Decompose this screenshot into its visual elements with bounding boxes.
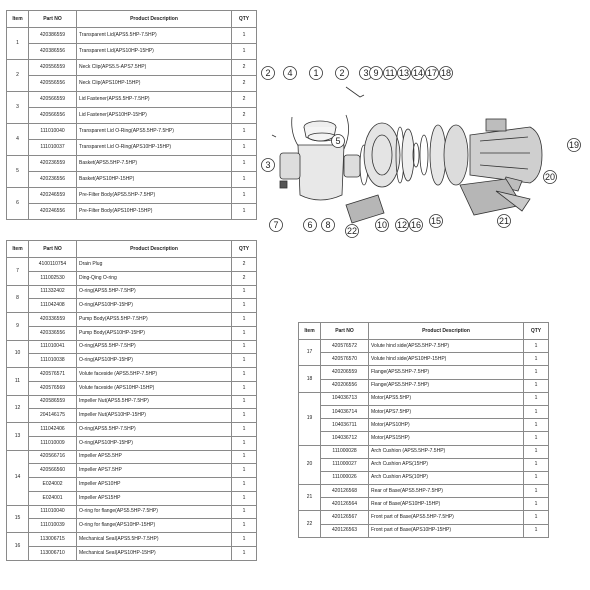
quantity: 2: [232, 60, 257, 76]
product-description: Rear of Base(APS5.5HP-7.5HP): [369, 485, 524, 498]
product-description: Pre-Filter Body(APS5.5HP-7.5HP): [77, 188, 232, 204]
header-description: Product Description: [369, 323, 524, 340]
part-number: 420576571: [29, 368, 77, 382]
quantity: 2: [232, 92, 257, 108]
callout-9: [370, 67, 383, 80]
callout-label: 15: [430, 216, 442, 226]
header-qty: QTY: [232, 11, 257, 28]
quantity: 2: [232, 258, 257, 272]
part-number: 104036713: [321, 392, 369, 405]
quantity: 1: [232, 354, 257, 368]
table-row: [7, 299, 257, 313]
item-number: 3: [7, 92, 29, 124]
product-description: Mechanical Seal(APS5.5HP-7.5HP): [77, 533, 232, 547]
item-number: 21: [299, 485, 321, 511]
part-number: 420566556: [29, 108, 77, 124]
quantity: 2: [232, 271, 257, 285]
quantity: 1: [232, 124, 257, 140]
item-number: 8: [7, 285, 29, 313]
part-number: 204146175: [29, 409, 77, 423]
item-number: 16: [7, 533, 29, 561]
part-number: 420566559: [29, 92, 77, 108]
product-description: Basket(APS10HP-15HP): [77, 172, 232, 188]
callout-label: 8: [325, 220, 331, 230]
part-number: 111010040: [29, 505, 77, 519]
product-description: Basket(APS5.5HP-7.5HP): [77, 156, 232, 172]
table-row: [299, 432, 549, 445]
quantity: 1: [524, 458, 549, 471]
header-qty: QTY: [232, 241, 257, 258]
table-row: [7, 368, 257, 382]
quantity: 1: [232, 519, 257, 533]
part-number: 111332402: [29, 285, 77, 299]
table-row: [7, 519, 257, 533]
callout-label: 5: [335, 136, 341, 146]
quantity: 1: [232, 340, 257, 354]
product-description: Volute hind side(APS5.5HP-7.5HP): [369, 340, 524, 353]
item-number: 10: [7, 340, 29, 368]
part-number: 420236556: [29, 172, 77, 188]
item-number: 12: [7, 395, 29, 423]
callout-15: [430, 215, 443, 228]
table-row: [299, 392, 549, 405]
callout-label: 13: [398, 68, 410, 78]
header-item: Item: [7, 11, 29, 28]
product-description: Pump Body(APS10HP-15HP): [77, 326, 232, 340]
product-description: Neck Clip(APS10HP-15HP): [77, 76, 232, 92]
quantity: 1: [232, 156, 257, 172]
part-number: 111010040: [29, 124, 77, 140]
table-row: [7, 354, 257, 368]
part-number: 113006710: [29, 546, 77, 560]
quantity: 1: [232, 188, 257, 204]
table-row: [7, 478, 257, 492]
table-row: [7, 258, 257, 272]
quantity: 1: [232, 505, 257, 519]
product-description: O-ring for flange(APS10HP-15HP): [77, 519, 232, 533]
table-row: [7, 172, 257, 188]
callout-16: [410, 219, 423, 232]
product-description: Flange(APS5.5HP-7.5HP): [369, 366, 524, 379]
part-number: 420246556: [29, 204, 77, 220]
callout-12: [396, 219, 409, 232]
table-row: [299, 458, 549, 471]
part-number: 420206559: [321, 366, 369, 379]
table-row: [7, 340, 257, 354]
quantity: 1: [524, 392, 549, 405]
part-number: 420576570: [321, 353, 369, 366]
callout-label: 22: [346, 226, 358, 236]
quantity: 1: [232, 285, 257, 299]
part-number: E024001: [29, 491, 77, 505]
quantity: 1: [232, 313, 257, 327]
part-number: 111010009: [29, 436, 77, 450]
front-base-part: [346, 195, 384, 223]
product-description: O-ring(APS10HP-15HP): [77, 354, 232, 368]
pre-filter-body-part: [298, 145, 344, 200]
callout-17: [426, 67, 439, 80]
product-description: Front part of Base(APS5.5HP-7.5HP): [369, 511, 524, 524]
item-number: 18: [299, 366, 321, 392]
quantity: 1: [232, 478, 257, 492]
callout-label: 4: [287, 68, 293, 78]
product-description: Impeller APS10HP: [77, 478, 232, 492]
quantity: 1: [232, 423, 257, 437]
quantity: 1: [232, 28, 257, 44]
callout-1: [310, 67, 323, 80]
table-row: [7, 491, 257, 505]
parts-table-1: [6, 10, 257, 220]
quantity: 1: [232, 491, 257, 505]
item-number: 20: [299, 445, 321, 485]
table-row: [7, 450, 257, 464]
table-row: [299, 405, 549, 418]
product-description: Arch Cushion APS(15HP): [369, 458, 524, 471]
table-row: [7, 124, 257, 140]
table-row: [7, 28, 257, 44]
table-row: [7, 108, 257, 124]
table-row: [299, 485, 549, 498]
flange-part: [444, 125, 468, 185]
part-number: 420126567: [321, 511, 369, 524]
part-number: 420126563: [321, 524, 369, 537]
product-description: O-ring(APS5.5HP-7.5HP): [77, 285, 232, 299]
part-number: 111000027: [321, 458, 369, 471]
quantity: 1: [524, 366, 549, 379]
lid-fastener-part: [346, 87, 364, 97]
quantity: 1: [524, 485, 549, 498]
quantity: 1: [524, 511, 549, 524]
product-description: Front part of Base(APS10HP-15HP): [369, 524, 524, 537]
quantity: 1: [232, 546, 257, 560]
quantity: 2: [232, 76, 257, 92]
callout-label: 6: [307, 220, 313, 230]
part-number: 420566560: [29, 464, 77, 478]
callout-5: [332, 135, 345, 148]
header-item: Item: [299, 323, 321, 340]
callout-label: 17: [426, 68, 438, 78]
part-number: 420556559: [29, 60, 77, 76]
product-description: Transparent Lid(APS10HP-15HP): [77, 44, 232, 60]
product-description: O-ring(APS10HP-15HP): [77, 436, 232, 450]
part-number: 4100110754: [29, 258, 77, 272]
callout-4: [284, 67, 297, 80]
product-description: Motor(APS7.5HP): [369, 405, 524, 418]
quantity: 1: [232, 368, 257, 382]
quantity: 1: [232, 533, 257, 547]
callout-10: [376, 219, 389, 232]
callout-label: 2: [265, 68, 271, 78]
product-description: Impeller Nut(APS5.5HP-7.5HP): [77, 395, 232, 409]
callout-label: 3: [363, 68, 369, 78]
item-number: 2: [7, 60, 29, 92]
product-description: Drain Plug: [77, 258, 232, 272]
part-number: 420206556: [321, 379, 369, 392]
part-number: 420386559: [29, 28, 77, 44]
header-item: Item: [7, 241, 29, 258]
callout-label: 18: [440, 68, 452, 78]
part-number: 104036714: [321, 405, 369, 418]
callout-22: [346, 225, 359, 238]
table-row: [299, 524, 549, 537]
table-row: [7, 313, 257, 327]
parts-table-2: [6, 240, 257, 561]
product-description: Rear of Base(APS10HP-15HP): [369, 498, 524, 511]
table-row: [7, 188, 257, 204]
item-number: 9: [7, 313, 29, 341]
part-number: 111000026: [321, 471, 369, 484]
callout-label: 3: [265, 160, 271, 170]
item-number: 6: [7, 188, 29, 220]
product-description: Impeller APS5.5HP: [77, 450, 232, 464]
quantity: 1: [232, 44, 257, 60]
product-description: Impeller APS15HP: [77, 491, 232, 505]
callout-2: [262, 67, 275, 80]
quantity: 1: [524, 432, 549, 445]
product-description: Lid Fastener(APS10HP-15HP): [77, 108, 232, 124]
callout-label: 21: [498, 216, 510, 226]
part-number: 111010041: [29, 340, 77, 354]
product-description: Pump Body(APS5.5HP-7.5HP): [77, 313, 232, 327]
exploded-pump-diagram: [260, 55, 590, 245]
quantity: 1: [524, 379, 549, 392]
table-row: [7, 326, 257, 340]
product-description: Transparent Lid O-Ring(APS5.5HP-7.5HP): [77, 124, 232, 140]
table-row: [7, 505, 257, 519]
part-number: 420556556: [29, 76, 77, 92]
table-row: [7, 436, 257, 450]
part-number: 111010037: [29, 140, 77, 156]
part-number: 420336559: [29, 313, 77, 327]
table-row: [7, 546, 257, 560]
callout-label: 1: [313, 68, 319, 78]
part-number: 420586559: [29, 395, 77, 409]
product-description: Neck Clip(APS5.5-APS7.5HP): [77, 60, 232, 76]
table-row: [299, 353, 549, 366]
quantity: 1: [232, 436, 257, 450]
table-row: [299, 445, 549, 458]
quantity: 1: [232, 450, 257, 464]
product-description: Volute hind side(APS10HP-15HP): [369, 353, 524, 366]
item-number: 5: [7, 156, 29, 188]
product-description: O-ring(APS5.5HP-7.5HP): [77, 423, 232, 437]
callout-label: 9: [373, 68, 379, 78]
callout-2: [336, 67, 349, 80]
item-number: 7: [7, 258, 29, 286]
callout-20: [544, 171, 557, 184]
product-description: O-ring for flange(APS5.5HP-7.5HP): [77, 505, 232, 519]
quantity: 1: [232, 140, 257, 156]
item-number: 14: [7, 450, 29, 505]
part-number: 420236559: [29, 156, 77, 172]
table-row: [299, 498, 549, 511]
part-number: 111002530: [29, 271, 77, 285]
product-description: Pre-Filter Body(APS10HP-15HP): [77, 204, 232, 220]
part-number: 111042406: [29, 423, 77, 437]
quantity: 1: [232, 395, 257, 409]
quantity: 1: [232, 299, 257, 313]
callout-label: 20: [544, 172, 556, 182]
part-number: 104036712: [321, 432, 369, 445]
quantity: 1: [524, 498, 549, 511]
quantity: 1: [524, 353, 549, 366]
part-number: 104036711: [321, 419, 369, 432]
table-row: [299, 419, 549, 432]
table-row: [299, 471, 549, 484]
callout-18: [440, 67, 453, 80]
item-number: 22: [299, 511, 321, 537]
header-part-no: Part NO: [321, 323, 369, 340]
part-number: 111010038: [29, 354, 77, 368]
impeller-part: [402, 129, 414, 181]
callout-13: [398, 67, 411, 80]
quantity: 1: [232, 204, 257, 220]
table-row: [7, 533, 257, 547]
product-description: O-ring(APS10HP-15HP): [77, 299, 232, 313]
callout-label: 19: [568, 140, 580, 150]
part-number: 420566716: [29, 450, 77, 464]
quantity: 1: [232, 326, 257, 340]
callout-11: [384, 67, 397, 80]
pump-body-part: [364, 123, 400, 187]
header-description: Product Description: [77, 11, 232, 28]
part-number: 111042408: [29, 299, 77, 313]
product-description: Impeller Nut(APS10HP-15HP): [77, 409, 232, 423]
table-row: [299, 511, 549, 524]
part-number: 420386556: [29, 44, 77, 60]
table-row: [7, 156, 257, 172]
callout-label: 11: [385, 68, 395, 78]
table-row: [7, 140, 257, 156]
table-row: [7, 92, 257, 108]
table-row: [7, 381, 257, 395]
part-number: 420576569: [29, 381, 77, 395]
product-description: Transparent Lid O-Ring(APS10HP-15HP): [77, 140, 232, 156]
item-number: 19: [299, 392, 321, 445]
quantity: 2: [232, 108, 257, 124]
part-number: 111010039: [29, 519, 77, 533]
table-row: [7, 76, 257, 92]
table-row: [7, 423, 257, 437]
quantity: 1: [232, 464, 257, 478]
callout-label: 2: [339, 68, 345, 78]
callout-14: [412, 67, 425, 80]
product-description: Arch Cushion (APS5.5HP-7.5HP): [369, 445, 524, 458]
product-description: Flange(APS5.5HP-7.5HP): [369, 379, 524, 392]
part-number: 420336556: [29, 326, 77, 340]
quantity: 1: [232, 172, 257, 188]
part-number: 113006715: [29, 533, 77, 547]
item-number: 4: [7, 124, 29, 156]
part-number: 420126568: [321, 485, 369, 498]
product-description: Motor(APS10HP): [369, 419, 524, 432]
item-number: 11: [7, 368, 29, 396]
callout-8: [322, 219, 335, 232]
product-description: Volute faceside (APS10HP-15HP): [77, 381, 232, 395]
table-row: [7, 395, 257, 409]
callout-19: [568, 139, 581, 152]
part-number: 420126564: [321, 498, 369, 511]
table-row: [7, 285, 257, 299]
part-number: 111000028: [321, 445, 369, 458]
table-row: [7, 271, 257, 285]
drain-plug-part: [280, 181, 287, 188]
item-number: 15: [7, 505, 29, 533]
table-row: [299, 366, 549, 379]
item-number: 13: [7, 423, 29, 451]
part-number: 420246559: [29, 188, 77, 204]
header-part-no: Part NO: [29, 241, 77, 258]
table-row: [299, 379, 549, 392]
item-number: 17: [299, 340, 321, 366]
callout-label: 7: [273, 220, 279, 230]
quantity: 1: [524, 471, 549, 484]
item-number: 1: [7, 28, 29, 60]
quantity: 1: [524, 445, 549, 458]
product-description: Lid Fastener(APS5.5HP-7.5HP): [77, 92, 232, 108]
table-row: [7, 409, 257, 423]
motor-part: [470, 127, 542, 183]
callout-label: 10: [376, 220, 388, 230]
table-row: [7, 44, 257, 60]
callout-21: [498, 215, 511, 228]
quantity: 1: [524, 524, 549, 537]
callout-label: 16: [410, 220, 422, 230]
quantity: 1: [232, 381, 257, 395]
header-description: Product Description: [77, 241, 232, 258]
product-description: Volute faceside (APS5.5HP-7.5HP): [77, 368, 232, 382]
table-row: [7, 464, 257, 478]
product-description: Impeller APS7.5HP: [77, 464, 232, 478]
parts-table-3: [298, 322, 549, 538]
quantity: 1: [524, 340, 549, 353]
product-description: Motor(APS5.5HP): [369, 392, 524, 405]
quantity: 1: [232, 409, 257, 423]
table-row: [7, 204, 257, 220]
callout-label: 12: [396, 220, 408, 230]
quantity: 1: [524, 419, 549, 432]
table-row: [7, 60, 257, 76]
quantity: 1: [524, 405, 549, 418]
product-description: Transparent Lid(APS5.5HP-7.5HP): [77, 28, 232, 44]
header-qty: QTY: [524, 323, 549, 340]
product-description: Motor(APS15HP): [369, 432, 524, 445]
callout-3: [262, 159, 275, 172]
callout-label: 14: [412, 68, 424, 78]
part-number: 420576572: [321, 340, 369, 353]
callout-7: [270, 219, 283, 232]
product-description: Ding-Qing O-ring: [77, 271, 232, 285]
table-row: [299, 340, 549, 353]
product-description: O-ring(APS5.5HP-7.5HP): [77, 340, 232, 354]
header-part-no: Part NO: [29, 11, 77, 28]
part-number: E024002: [29, 478, 77, 492]
callout-6: [304, 219, 317, 232]
product-description: Arch Cushion APS(10HP): [369, 471, 524, 484]
product-description: Mechanical Seal(APS10HP-15HP): [77, 546, 232, 560]
